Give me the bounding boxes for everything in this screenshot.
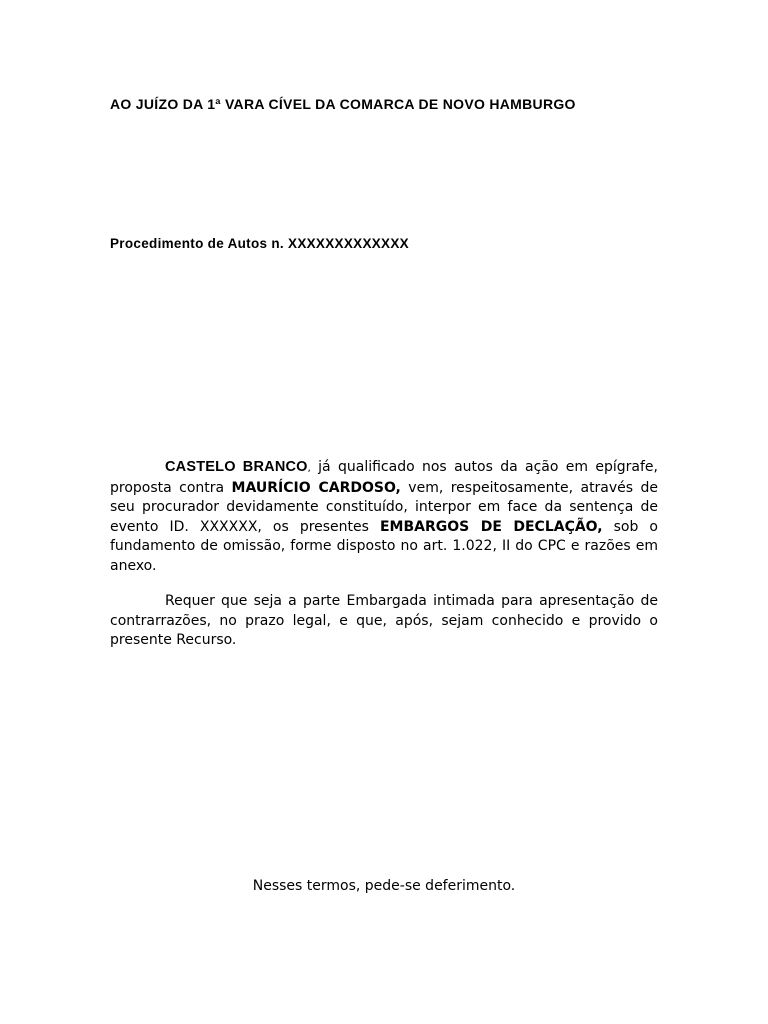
request-paragraph: Requer que seja a parte Embargada intimada para apresentação de contrarrazões, no prazo legal, e que, após, sejam conhecido e provido o presente Recurso. (110, 593, 658, 648)
party-name: CASTELO BRANCO (165, 459, 308, 475)
paragraph-text: sob o fundamento de omissão, forme disposto no art. 1.022, II do CPC e razões em anexo. (110, 518, 658, 574)
motion-name: EMBARGOS DE DECLAÇÃO, (379, 518, 603, 535)
paragraph-text: vem, respeitosamente, através de seu procurador devidamente constituído, interpor em face da sentença de evento ID. XXXXXX, os presentes (110, 479, 659, 535)
case-number: Procedimento de Autos n. XXXXXXXXXXXXX (110, 236, 409, 251)
party-comma: , (307, 463, 311, 474)
opponent-name: MAURÍCIO CARDOSO, (231, 479, 401, 496)
paragraph-text: já qualificado nos autos da ação em epígrafe, proposta contra (110, 459, 658, 496)
petition-paragraph (110, 458, 658, 576)
court-title: AO JUÍZO DA 1ª VARA CÍVEL DA COMARCA DE NOVO HAMBURGO (110, 96, 576, 112)
closing-line: Nesses termos, pede-se deferimento. (252, 878, 516, 894)
